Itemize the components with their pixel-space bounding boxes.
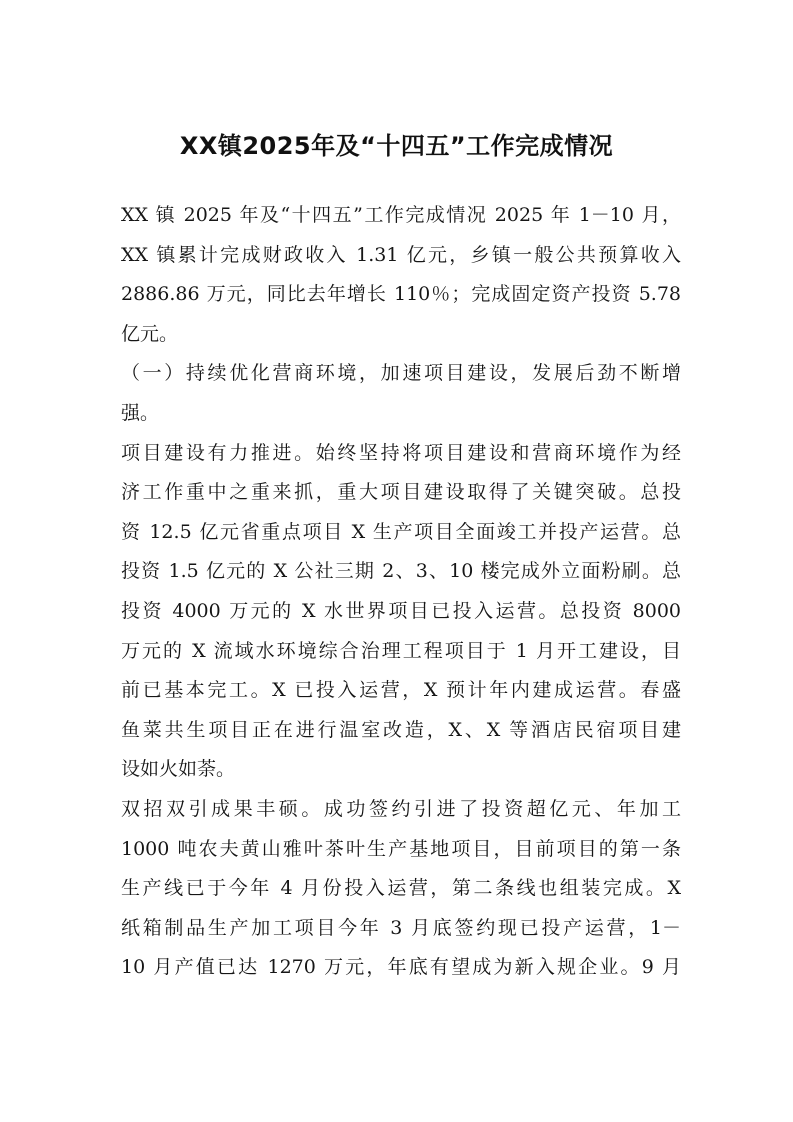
body-line: 2886.86 万元，同比去年增长 110％；完成固定资产投资 5.78 — [121, 283, 681, 306]
body-line: 强。 — [121, 401, 160, 424]
body-line: 鱼菜共生项目正在进行温室改造，X、X 等酒店民宿项目建 — [121, 718, 681, 741]
body-line: 设如火如荼。 — [121, 758, 236, 781]
body-line: XX 镇 2025 年及“十四五”工作完成情况 2025 年 1－10 月， — [121, 204, 681, 226]
body-line: XX 镇累计完成财政收入 1.31 亿元，乡镇一般公共预算收入 — [121, 243, 681, 266]
body-line: 资 12.5 亿元省重点项目 X 生产项目全面竣工并投产运营。总 — [121, 520, 681, 543]
body-line: 亿元。 — [121, 322, 179, 345]
body-line: 前已基本完工。X 已投入运营，X 预计年内建成运营。春盛 — [121, 679, 681, 702]
document-body — [121, 196, 681, 988]
document-title: XX镇2025年及“十四五”工作完成情况 — [179, 132, 614, 160]
body-line: 纸箱制品生产加工项目今年 3 月底签约现已投产运营，1－ — [121, 916, 681, 939]
body-line: 10 月产值已达 1270 万元，年底有望成为新入规企业。9 月 — [121, 956, 681, 979]
body-line: 万元的 X 流域水环境综合治理工程项目于 1 月开工建设，目 — [121, 639, 681, 662]
body-line: 1000 吨农夫黄山雅叶茶叶生产基地项目，目前项目的第一条 — [121, 837, 681, 860]
body-line: 项目建设有力推进。始终坚持将项目建设和营商环境作为经 — [121, 441, 681, 464]
body-line: （一）持续优化营商环境，加速项目建设，发展后劲不断增 — [121, 362, 681, 385]
body-line: 生产线已于今年 4 月份投入运营，第二条线也组装完成。X — [121, 877, 681, 900]
body-line: 投资 1.5 亿元的 X 公社三期 2、3、10 楼完成外立面粉刷。总 — [121, 560, 681, 583]
body-line: 双招双引成果丰硕。成功签约引进了投资超亿元、年加工 — [121, 797, 681, 820]
body-line: 投资 4000 万元的 X 水世界项目已投入运营。总投资 8000 — [121, 599, 681, 622]
body-line: 济工作重中之重来抓，重大项目建设取得了关键突破。总投 — [121, 481, 681, 504]
